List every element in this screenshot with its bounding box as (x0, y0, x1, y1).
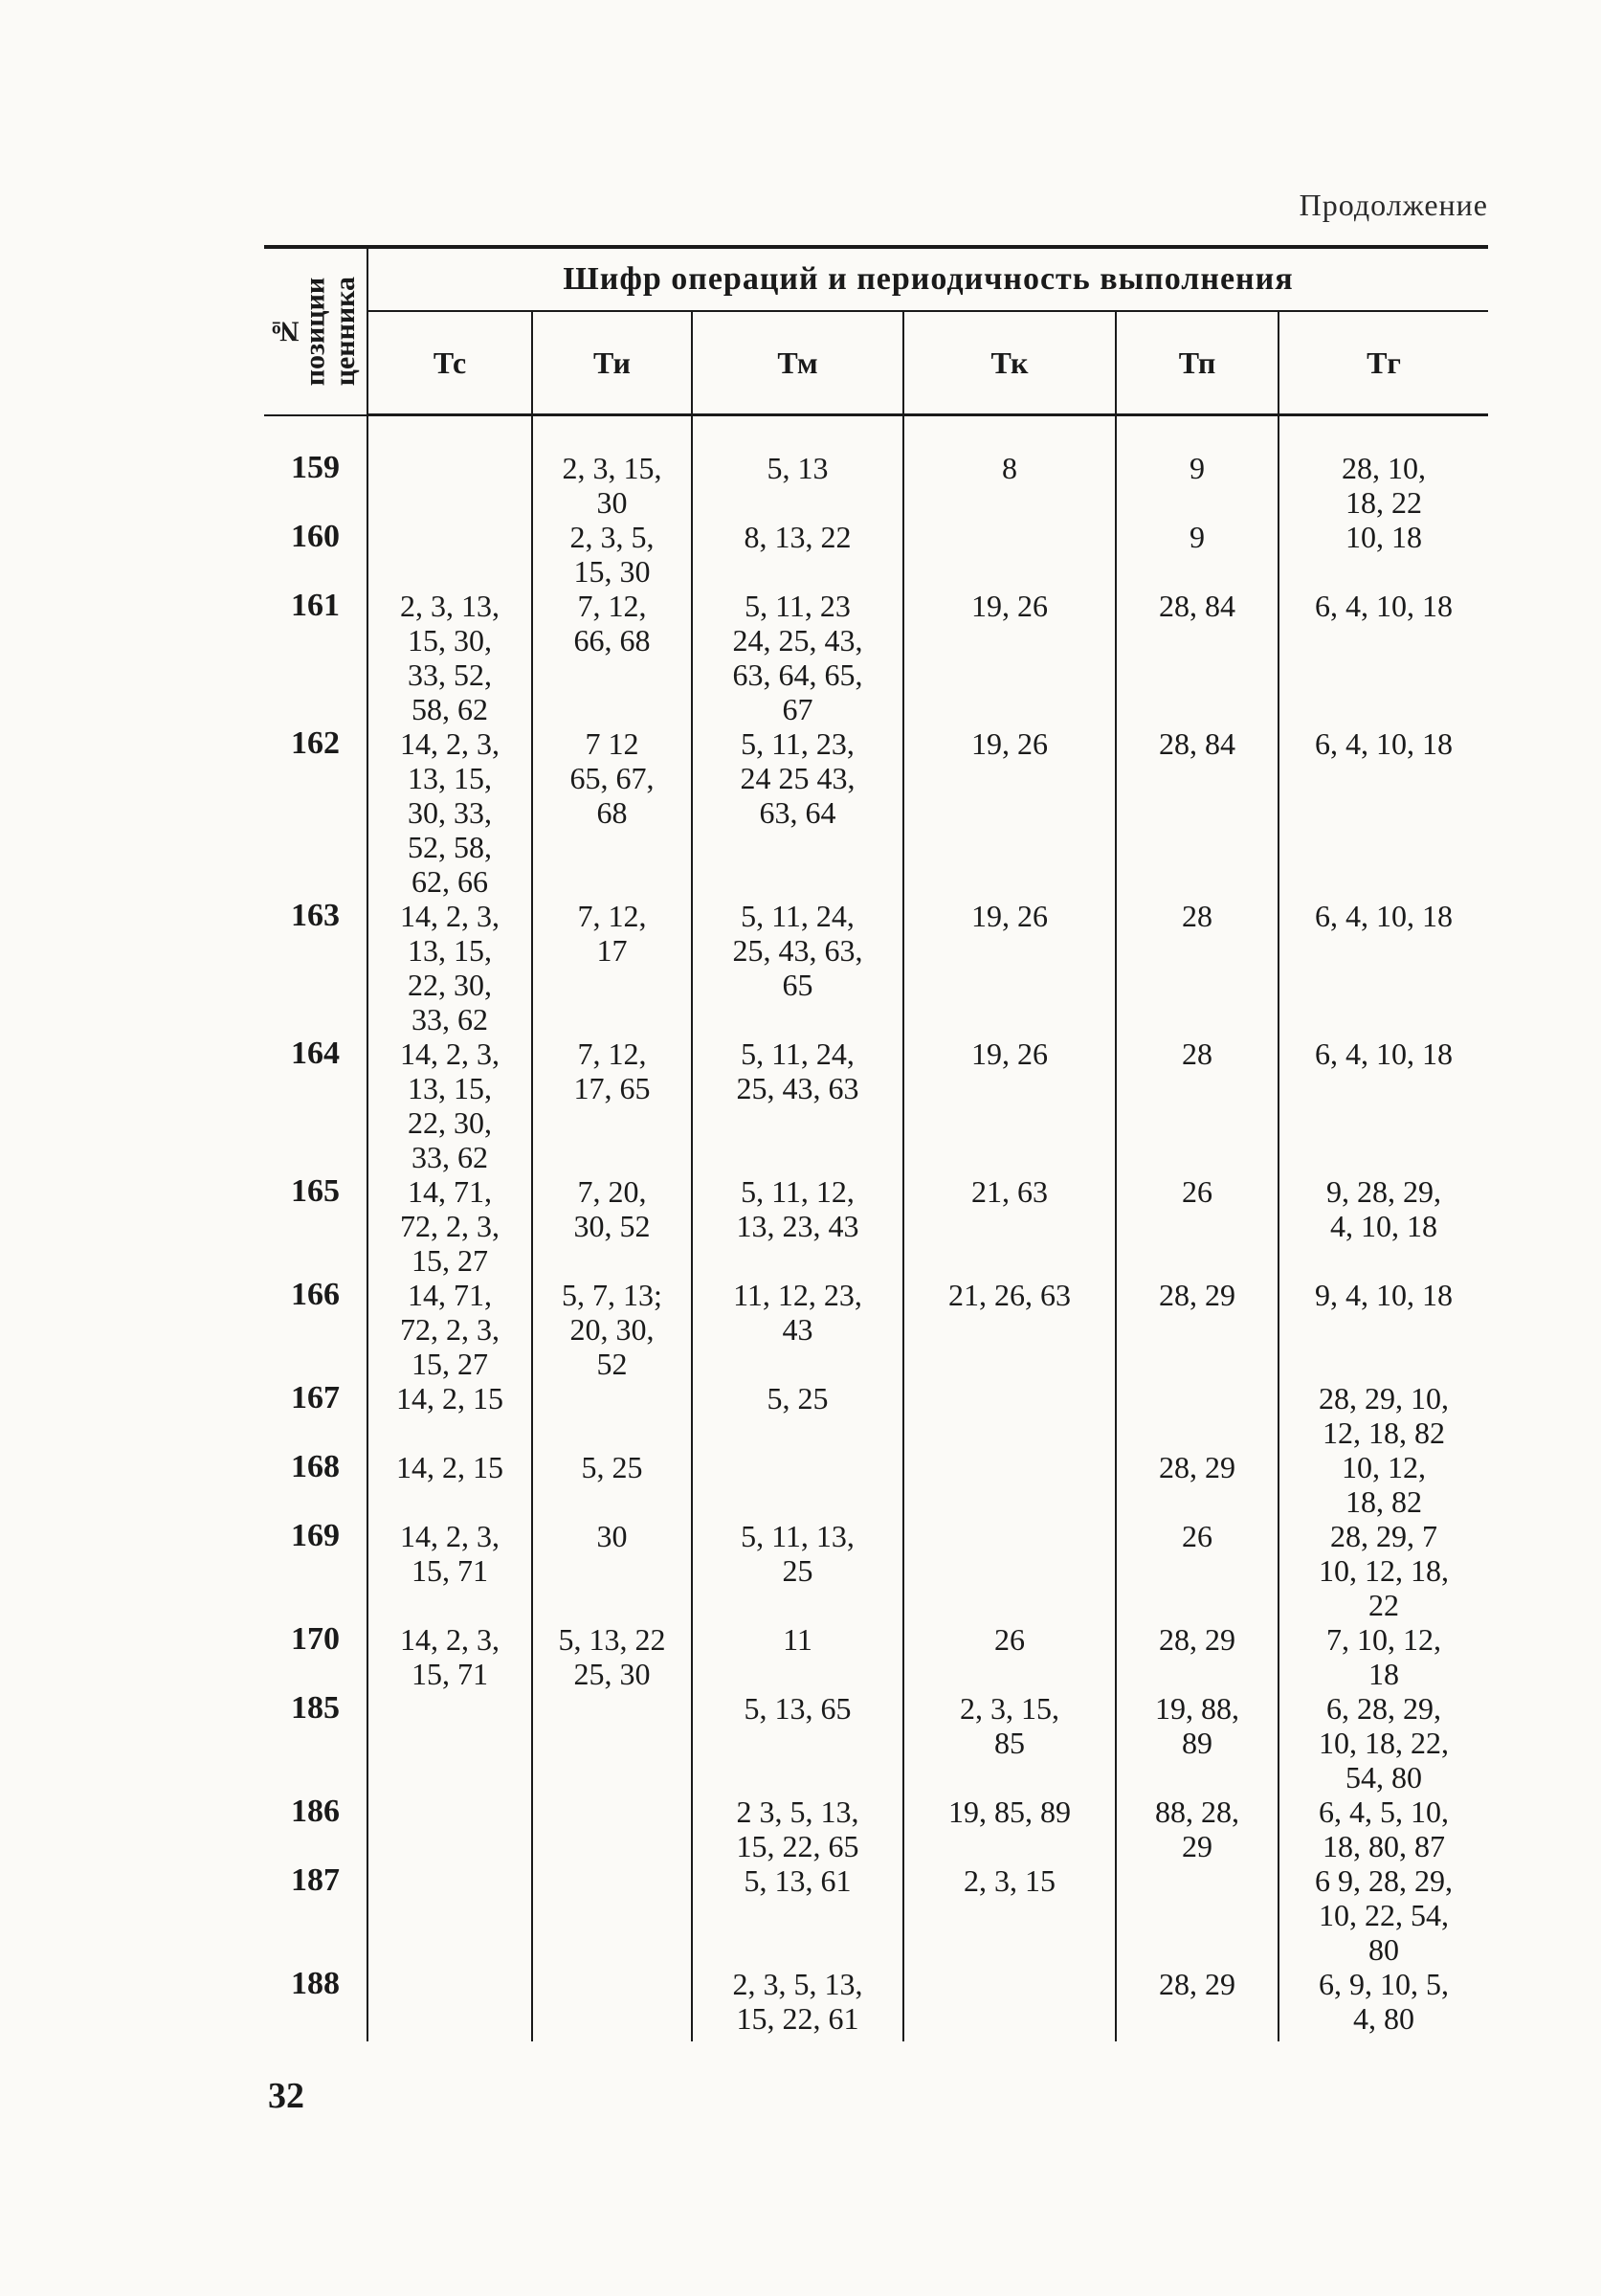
column-header-tp: Тп (1116, 311, 1279, 415)
cell-ti: 7, 20, 30, 52 (532, 1174, 692, 1278)
row-number-cell: 161 (264, 589, 367, 726)
row-number-cell: 185 (264, 1691, 367, 1794)
row-number-cell: 187 (264, 1863, 367, 1967)
row-number-cell: 170 (264, 1622, 367, 1691)
cell-tc (367, 1794, 532, 1863)
cell-tg: 28, 10, 18, 22 (1279, 415, 1488, 521)
cell-tg: 7, 10, 12, 18 (1279, 1622, 1488, 1691)
operations-table-container (264, 245, 1488, 2041)
row-number-cell: 164 (264, 1037, 367, 1174)
cell-tk (903, 520, 1116, 589)
table-row (264, 1278, 1488, 1381)
cell-tm: 2 3, 5, 13, 15, 22, 65 (692, 1794, 903, 1863)
cell-tc: 2, 3, 13, 15, 30, 33, 52, 58, 62 (367, 589, 532, 726)
cell-tm: 5, 13 (692, 415, 903, 521)
column-header-tm: Тм (692, 311, 903, 415)
group-header: Шифр операций и периодичность выполнения (563, 261, 1294, 297)
row-number-cell: 169 (264, 1519, 367, 1622)
row-number-cell: 186 (264, 1794, 367, 1863)
row-number-header-cell (264, 247, 367, 415)
table-body (264, 415, 1488, 2042)
cell-tp: 28, 29 (1116, 1622, 1279, 1691)
cell-tp: 19, 88, 89 (1116, 1691, 1279, 1794)
cell-tg: 6, 9, 10, 5, 4, 80 (1279, 1967, 1488, 2041)
cell-tc: 14, 2, 3, 13, 15, 30, 33, 52, 58, 62, 66 (367, 726, 532, 899)
table-row (264, 899, 1488, 1037)
cell-tp: 9 (1116, 520, 1279, 589)
cell-tm: 5, 11, 24, 25, 43, 63, 65 (692, 899, 903, 1037)
cell-tg: 10, 12, 18, 82 (1279, 1450, 1488, 1519)
cell-tk: 21, 26, 63 (903, 1278, 1116, 1381)
cell-tk: 19, 85, 89 (903, 1794, 1116, 1863)
cell-ti: 5, 25 (532, 1450, 692, 1519)
cell-tp (1116, 1381, 1279, 1450)
cell-tc: 14, 2, 3, 13, 15, 22, 30, 33, 62 (367, 1037, 532, 1174)
row-number-cell: 163 (264, 899, 367, 1037)
cell-ti: 5, 7, 13; 20, 30, 52 (532, 1278, 692, 1381)
cell-tp: 28, 29 (1116, 1967, 1279, 2041)
cell-tm: 5, 11, 13, 25 (692, 1519, 903, 1622)
cell-tk (903, 1450, 1116, 1519)
cell-tm (692, 1450, 903, 1519)
cell-tp: 28, 29 (1116, 1450, 1279, 1519)
cell-ti: 7, 12, 66, 68 (532, 589, 692, 726)
cell-tg: 6, 28, 29, 10, 18, 22, 54, 80 (1279, 1691, 1488, 1794)
cell-ti: 7, 12, 17, 65 (532, 1037, 692, 1174)
table-row (264, 1967, 1488, 2041)
cell-tg: 28, 29, 10, 12, 18, 82 (1279, 1381, 1488, 1450)
table-row (264, 1037, 1488, 1174)
cell-tc (367, 520, 532, 589)
cell-tg: 9, 4, 10, 18 (1279, 1278, 1488, 1381)
cell-tp: 28, 84 (1116, 589, 1279, 726)
cell-tk: 19, 26 (903, 589, 1116, 726)
cell-tg: 6, 4, 10, 18 (1279, 726, 1488, 899)
cell-ti: 7 12 65, 67, 68 (532, 726, 692, 899)
cell-ti (532, 1967, 692, 2041)
cell-tm: 5, 11, 23 24, 25, 43, 63, 64, 65, 67 (692, 589, 903, 726)
cell-tm: 5, 13, 65 (692, 1691, 903, 1794)
cell-tp: 28, 84 (1116, 726, 1279, 899)
cell-tg: 10, 18 (1279, 520, 1488, 589)
cell-tg: 28, 29, 7 10, 12, 18, 22 (1279, 1519, 1488, 1622)
cell-tp: 28 (1116, 1037, 1279, 1174)
cell-ti: 2, 3, 15, 30 (532, 415, 692, 521)
group-header-cell (367, 247, 1488, 311)
cell-tg: 6, 4, 10, 18 (1279, 1037, 1488, 1174)
cell-tc (367, 1691, 532, 1794)
cell-tk: 21, 63 (903, 1174, 1116, 1278)
cell-tc: 14, 2, 3, 15, 71 (367, 1519, 532, 1622)
cell-tm: 5, 13, 61 (692, 1863, 903, 1967)
cell-tk: 26 (903, 1622, 1116, 1691)
cell-tk (903, 1381, 1116, 1450)
table-header (264, 247, 1488, 415)
row-number-header: № позиции ценника (269, 277, 362, 387)
table-row (264, 1381, 1488, 1450)
cell-tc: 14, 2, 3, 13, 15, 22, 30, 33, 62 (367, 899, 532, 1037)
table-row (264, 520, 1488, 589)
row-number-cell: 167 (264, 1381, 367, 1450)
cell-tk: 19, 26 (903, 726, 1116, 899)
cell-tp: 26 (1116, 1519, 1279, 1622)
table-row (264, 1450, 1488, 1519)
page-number: 32 (268, 2076, 304, 2116)
cell-tg: 6, 4, 10, 18 (1279, 899, 1488, 1037)
table-row (264, 1174, 1488, 1278)
cell-tc: 14, 71, 72, 2, 3, 15, 27 (367, 1278, 532, 1381)
cell-tm: 8, 13, 22 (692, 520, 903, 589)
cell-tc (367, 1863, 532, 1967)
cell-tc: 14, 2, 15 (367, 1450, 532, 1519)
row-number-cell: 160 (264, 520, 367, 589)
cell-tk: 19, 26 (903, 1037, 1116, 1174)
cell-tk: 19, 26 (903, 899, 1116, 1037)
cell-ti (532, 1691, 692, 1794)
cell-tk (903, 1967, 1116, 2041)
cell-ti (532, 1794, 692, 1863)
cell-tc (367, 1967, 532, 2041)
cell-ti: 30 (532, 1519, 692, 1622)
cell-tc: 14, 2, 3, 15, 71 (367, 1622, 532, 1691)
cell-tk: 2, 3, 15 (903, 1863, 1116, 1967)
cell-tm: 11 (692, 1622, 903, 1691)
cell-tk (903, 1519, 1116, 1622)
operations-table (264, 245, 1488, 2041)
table-row (264, 1519, 1488, 1622)
cell-tc: 14, 71, 72, 2, 3, 15, 27 (367, 1174, 532, 1278)
table-row (264, 1863, 1488, 1967)
cell-tp: 28 (1116, 899, 1279, 1037)
table-row (264, 415, 1488, 521)
cell-tk: 8 (903, 415, 1116, 521)
table-row (264, 589, 1488, 726)
cell-tp: 88, 28, 29 (1116, 1794, 1279, 1863)
cell-tp: 26 (1116, 1174, 1279, 1278)
cell-tm: 5, 11, 12, 13, 23, 43 (692, 1174, 903, 1278)
table-row (264, 1794, 1488, 1863)
row-number-cell: 159 (264, 415, 367, 521)
cell-tg: 6, 4, 10, 18 (1279, 589, 1488, 726)
cell-tk: 2, 3, 15, 85 (903, 1691, 1116, 1794)
cell-tp: 28, 29 (1116, 1278, 1279, 1381)
cell-tg: 6 9, 28, 29, 10, 22, 54, 80 (1279, 1863, 1488, 1967)
column-header-tg: Тг (1279, 311, 1488, 415)
cell-tp: 9 (1116, 415, 1279, 521)
cell-tm: 5, 25 (692, 1381, 903, 1450)
column-header-tc: Тс (367, 311, 532, 415)
table-row (264, 1622, 1488, 1691)
cell-ti: 7, 12, 17 (532, 899, 692, 1037)
row-number-cell: 165 (264, 1174, 367, 1278)
cell-tm: 5, 11, 23, 24 25 43, 63, 64 (692, 726, 903, 899)
cell-tg: 6, 4, 5, 10, 18, 80, 87 (1279, 1794, 1488, 1863)
cell-ti (532, 1381, 692, 1450)
cell-tm: 2, 3, 5, 13, 15, 22, 61 (692, 1967, 903, 2041)
column-header-ti: Ти (532, 311, 692, 415)
cell-tp (1116, 1863, 1279, 1967)
row-number-cell: 168 (264, 1450, 367, 1519)
cell-tg: 9, 28, 29, 4, 10, 18 (1279, 1174, 1488, 1278)
cell-tm: 11, 12, 23, 43 (692, 1278, 903, 1381)
row-number-cell: 162 (264, 726, 367, 899)
cell-ti: 2, 3, 5, 15, 30 (532, 520, 692, 589)
cell-tm: 5, 11, 24, 25, 43, 63 (692, 1037, 903, 1174)
continuation-label: Продолжение (1299, 188, 1488, 222)
cell-ti: 5, 13, 22 25, 30 (532, 1622, 692, 1691)
table-row (264, 726, 1488, 899)
cell-ti (532, 1863, 692, 1967)
column-header-tk: Тк (903, 311, 1116, 415)
row-number-cell: 166 (264, 1278, 367, 1381)
row-number-cell: 188 (264, 1967, 367, 2041)
table-row (264, 1691, 1488, 1794)
cell-tc (367, 415, 532, 521)
cell-tc: 14, 2, 15 (367, 1381, 532, 1450)
